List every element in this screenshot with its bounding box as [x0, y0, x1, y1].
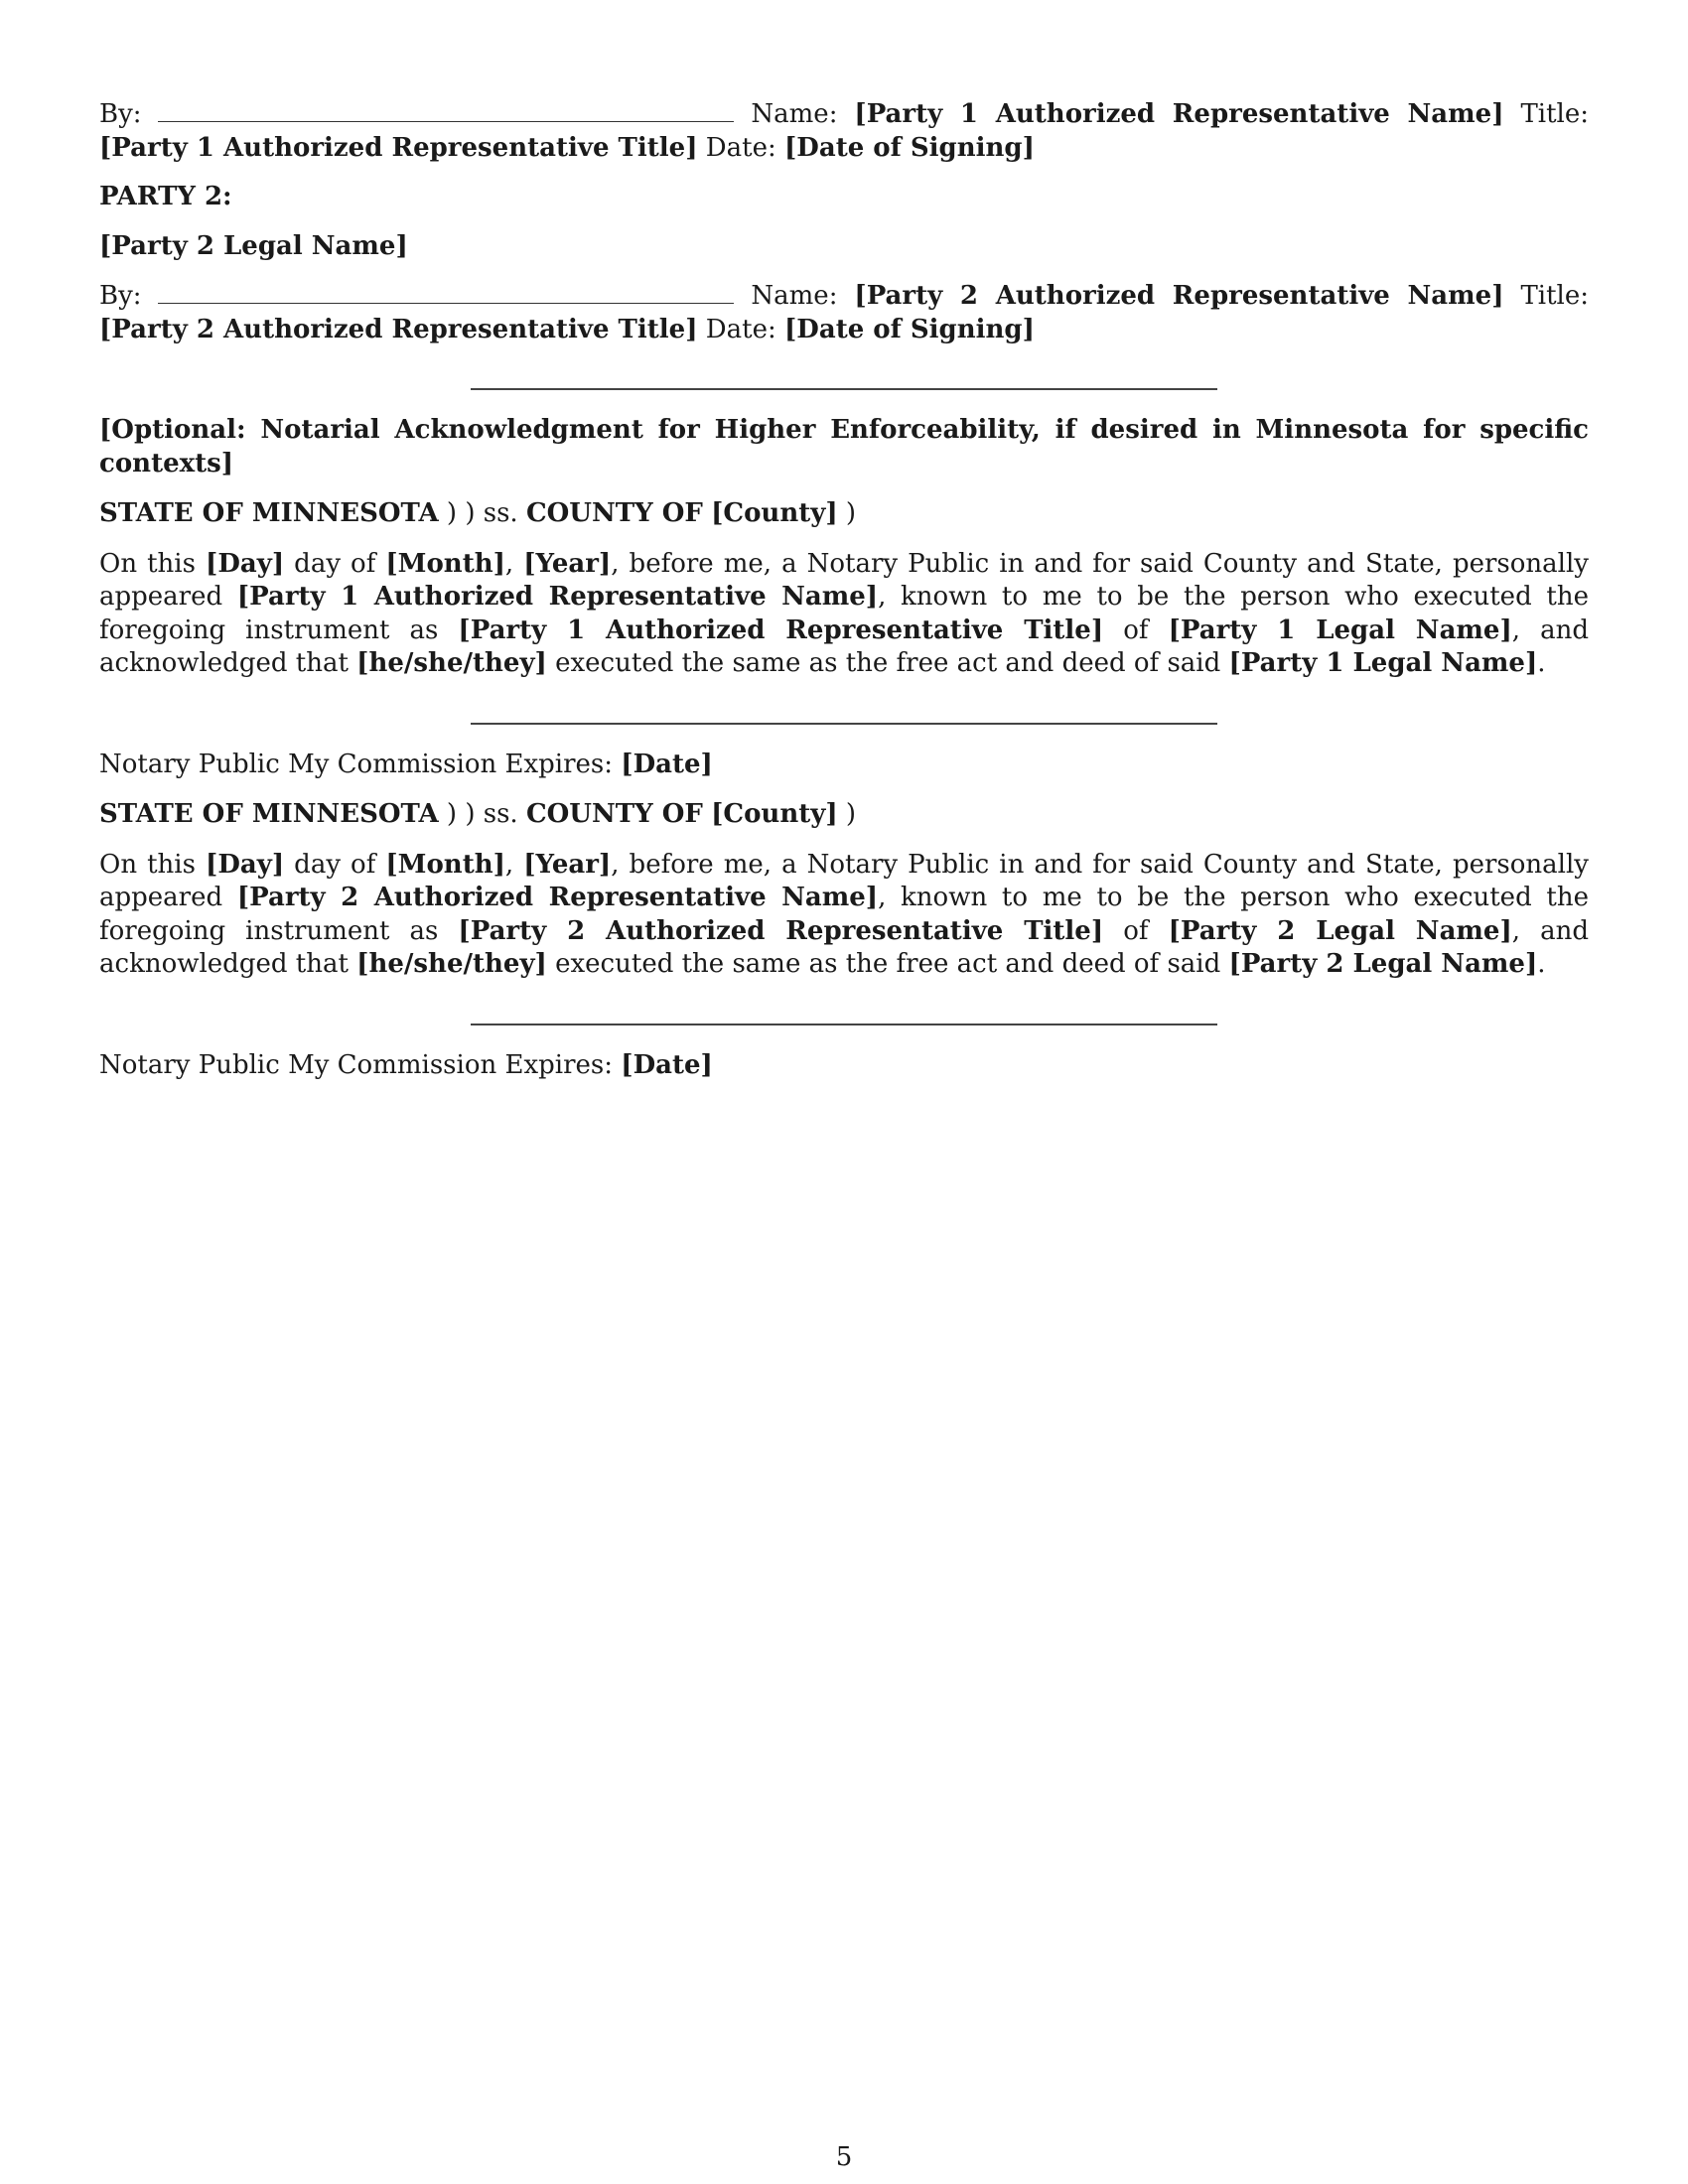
closing-paren: ): [845, 799, 857, 829]
representative-name: [Party 2 Authorized Representative Name]: [854, 281, 1504, 311]
commission-expires: [99, 1049, 1589, 1083]
text: day of: [294, 849, 376, 880]
representative-name: [Party 1 Authorized Representative Name]: [236, 582, 879, 612]
county-value: [County]: [711, 498, 838, 528]
text: , and acknowledged that: [99, 614, 1590, 678]
title-label: Title:: [1520, 99, 1590, 129]
venue-line: [99, 497, 1589, 531]
text: , before me, a Notary Public in and for said County and State, personally appeared: [99, 548, 1589, 612]
notary-heading-text: [Optional: Notarial Acknowledgment for Higher Enforceability, if desired in Minnesota for specific contexts]: [99, 415, 1589, 478]
legal-name: [Party 2 Legal Name]: [1168, 915, 1512, 946]
day-placeholder: [Day]: [206, 849, 285, 880]
commission-expires-date: [Date]: [621, 1049, 713, 1080]
legal-name: [Party 2 Legal Name]: [1228, 949, 1538, 979]
ss-marker: ) ) ss.: [446, 498, 518, 528]
county-value: [County]: [711, 799, 838, 829]
date-of-signing: [Date of Signing]: [784, 314, 1035, 344]
text: .: [1537, 949, 1546, 979]
state-label: STATE OF MINNESOTA: [99, 498, 439, 528]
party-2-legal-name: [99, 230, 1589, 264]
representative-name: [Party 2 Authorized Representative Name]: [236, 883, 879, 912]
county-label: COUNTY OF: [525, 799, 703, 829]
text: ,: [504, 849, 514, 880]
party-2-legal-name-text: [Party 2 Legal Name]: [99, 230, 408, 261]
venue-line: [99, 798, 1589, 832]
legal-name: [Party 1 Legal Name]: [1228, 648, 1538, 678]
day-placeholder: [Day]: [206, 548, 285, 579]
text: On this: [99, 548, 196, 579]
text: , and acknowledged that: [99, 915, 1590, 979]
date-label: Date:: [705, 132, 776, 163]
representative-title: [Party 2 Authorized Representative Title]: [458, 915, 1104, 946]
date-label: Date:: [705, 314, 776, 344]
year-placeholder: [Year]: [523, 548, 612, 579]
commission-expires-label: Notary Public My Commission Expires:: [99, 749, 614, 779]
commission-expires: [99, 749, 1589, 782]
party-1-signature-block: [99, 97, 1589, 165]
representative-name: [Party 1 Authorized Representative Name]: [854, 99, 1504, 129]
document-page: [99, 97, 1589, 1082]
representative-title: [Party 2 Authorized Representative Title]: [99, 314, 698, 344]
legal-name: [Party 1 Legal Name]: [1168, 614, 1512, 645]
page-number: 5: [835, 2142, 853, 2172]
name-label: Name:: [751, 99, 838, 129]
notary-signature-line: [471, 1024, 1217, 1025]
text: executed the same as the free act and deed of said: [555, 648, 1221, 678]
text: ,: [504, 548, 514, 579]
by-label: By:: [99, 99, 142, 129]
horizontal-rule: [471, 388, 1217, 390]
commission-expires-date: [Date]: [621, 749, 713, 779]
date-of-signing: [Date of Signing]: [784, 132, 1035, 163]
commission-expires-label: Notary Public My Commission Expires:: [99, 1049, 614, 1080]
party-2-heading-text: PARTY 2:: [99, 182, 232, 211]
title-label: Title:: [1520, 281, 1590, 311]
text: of: [1123, 614, 1149, 645]
signature-line: [158, 97, 734, 122]
county-label: COUNTY OF: [525, 498, 703, 528]
text: day of: [294, 548, 376, 579]
month-placeholder: [Month]: [385, 548, 505, 579]
text: executed the same as the free act and deed of said: [555, 949, 1221, 979]
party-2-heading: [99, 181, 1589, 214]
notary-heading: [99, 414, 1589, 480]
text: , known to me to be the person who executed the foregoing instrument as: [99, 883, 1589, 946]
representative-title: [Party 1 Authorized Representative Title]: [458, 614, 1104, 645]
text: On this: [99, 849, 196, 880]
name-label: Name:: [751, 281, 838, 311]
notary-signature-line: [471, 723, 1217, 725]
ss-marker: ) ) ss.: [446, 799, 518, 829]
text: , before me, a Notary Public in and for said County and State, personally appeared: [99, 849, 1589, 912]
pronoun-placeholder: [he/she/they]: [356, 949, 547, 979]
pronoun-placeholder: [he/she/they]: [356, 648, 547, 678]
text: , known to me to be the person who executed the foregoing instrument as: [99, 582, 1589, 645]
month-placeholder: [Month]: [385, 849, 505, 880]
closing-paren: ): [845, 498, 857, 528]
acknowledgment-paragraph: [99, 849, 1589, 982]
signature-line: [158, 279, 734, 304]
representative-title: [Party 1 Authorized Representative Title]: [99, 132, 698, 163]
text: .: [1537, 648, 1546, 678]
text: of: [1123, 915, 1149, 946]
acknowledgment-paragraph: [99, 548, 1589, 681]
state-label: STATE OF MINNESOTA: [99, 799, 439, 829]
party-2-signature-block: [99, 279, 1589, 346]
year-placeholder: [Year]: [523, 849, 612, 880]
by-label: By:: [99, 281, 142, 311]
